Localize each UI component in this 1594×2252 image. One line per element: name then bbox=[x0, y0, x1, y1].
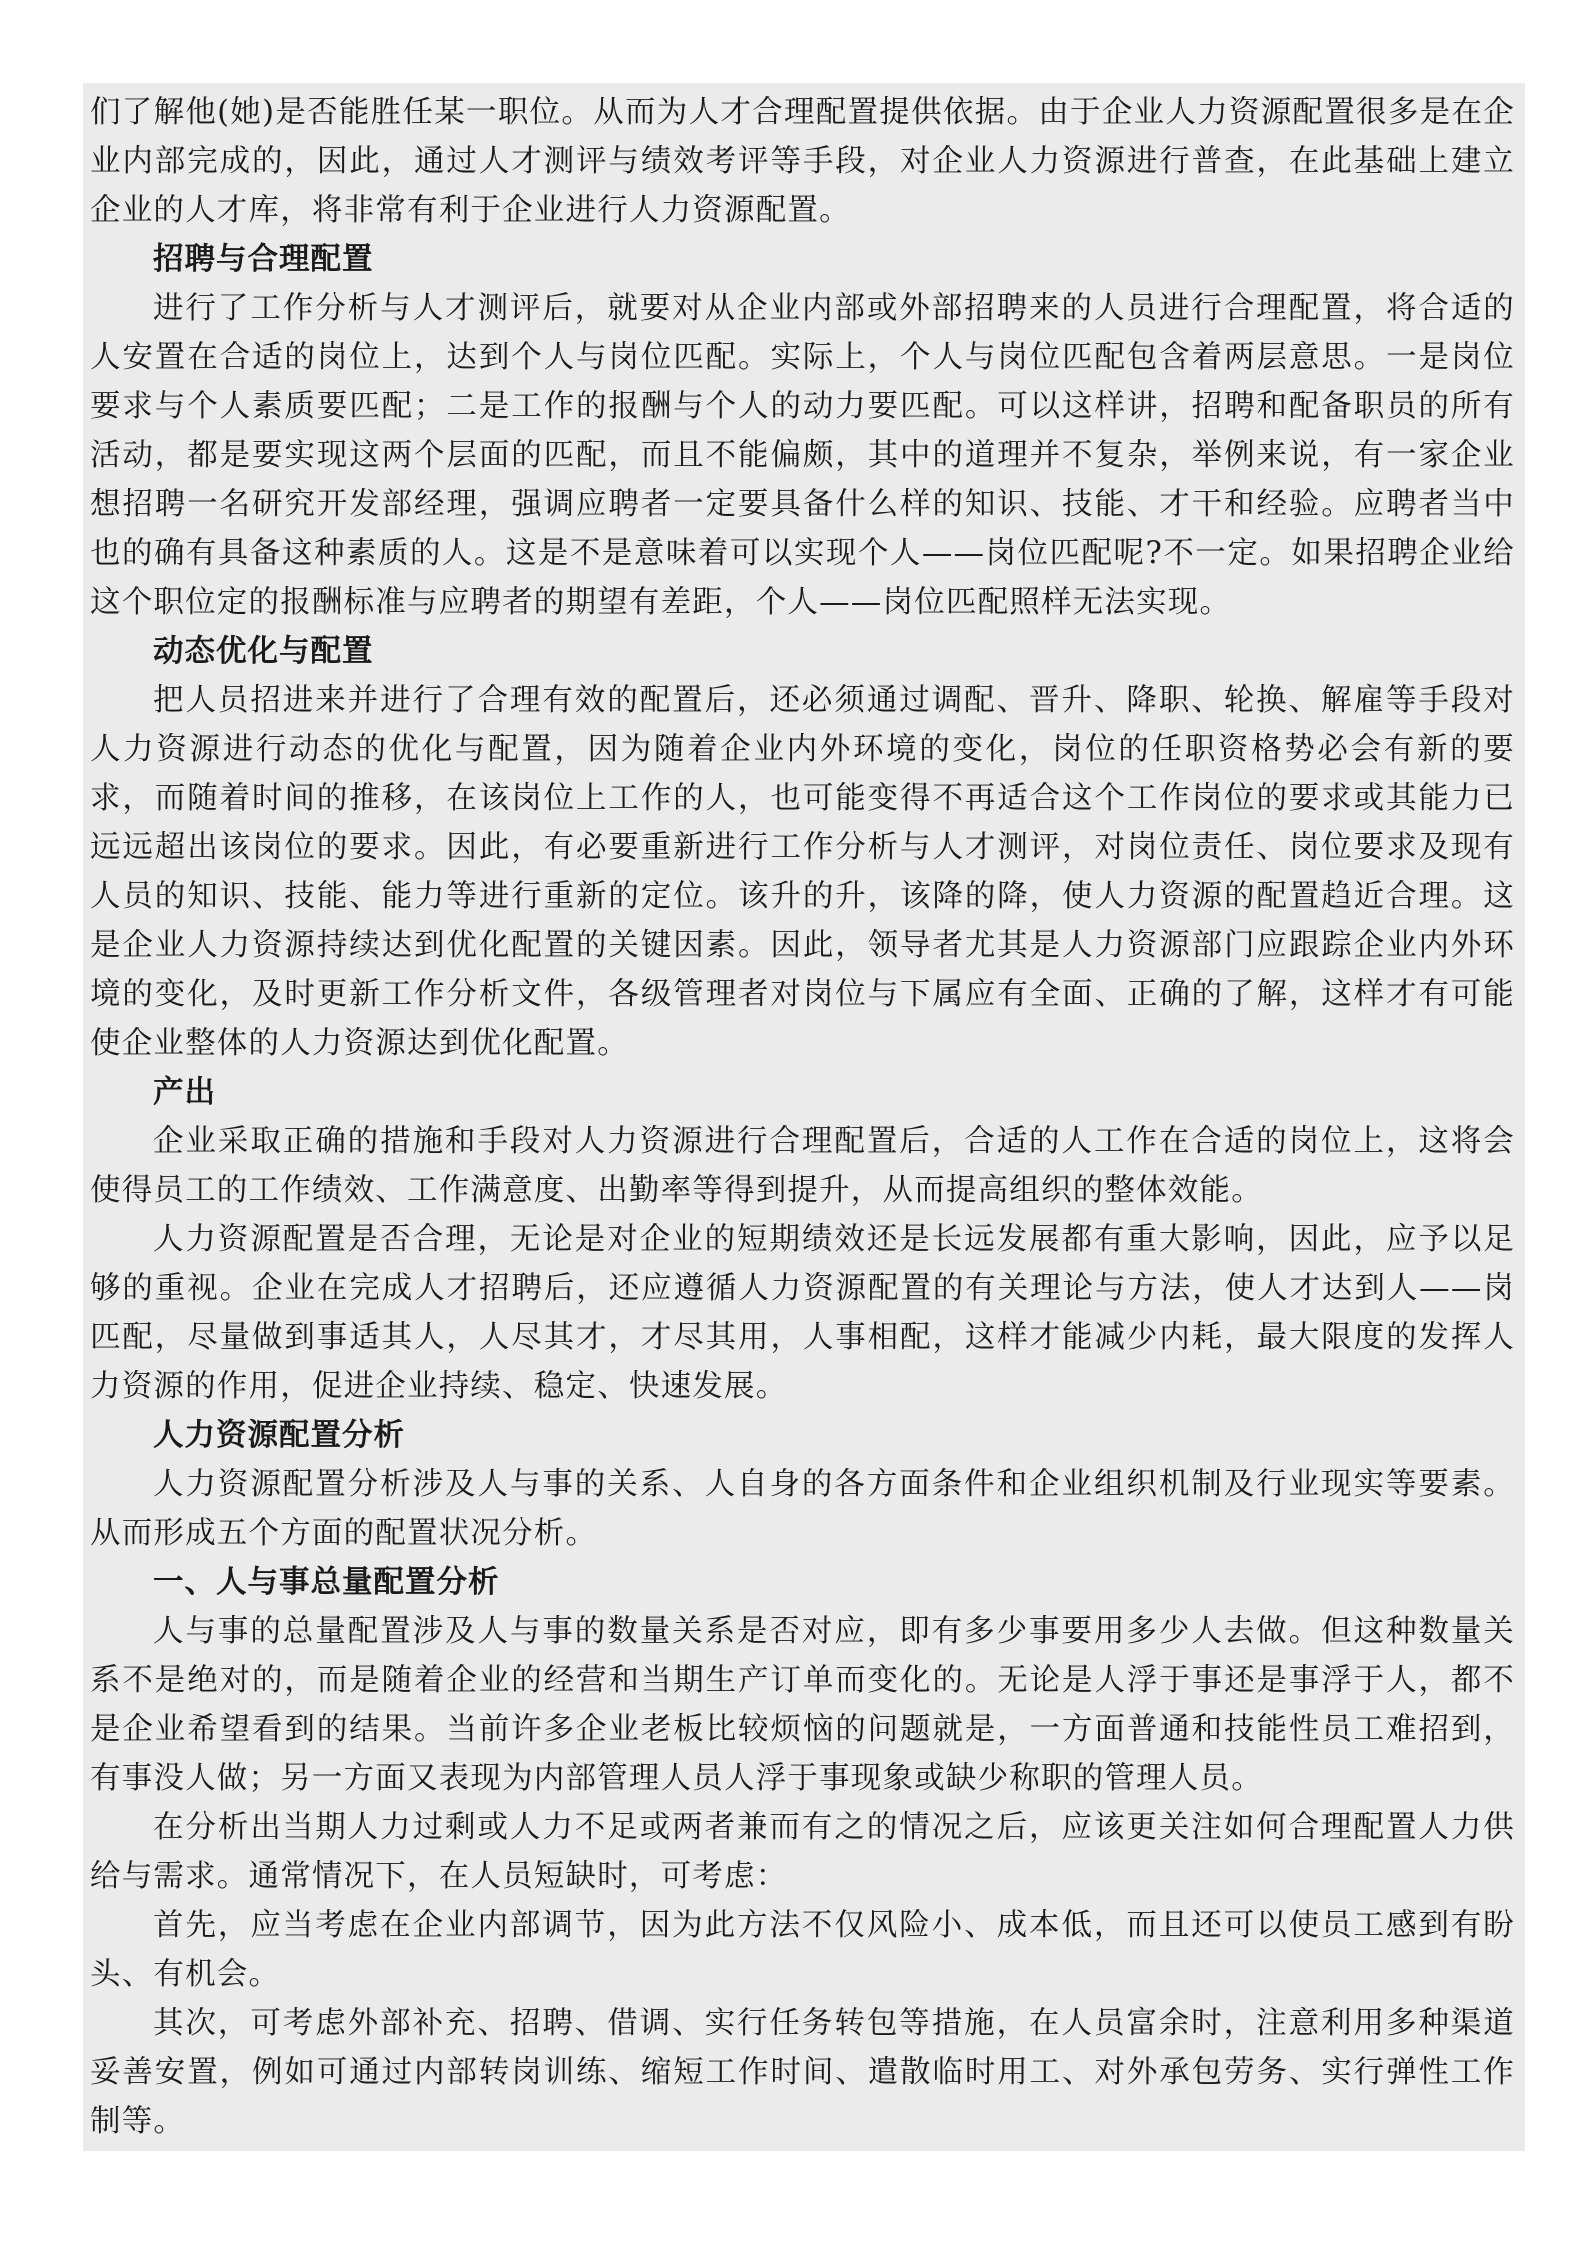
section-heading-dynamic-optimization: 动态优化与配置 bbox=[153, 633, 374, 669]
paragraph-allocation-importance: 人力资源配置是否合理，无论是对企业的短期绩效还是长远发展都有重大影响，因此，应予以足够的重视。企业在完成人才招聘后，还应遵循人力资源配置的有关理论与方法，使人才达到人——岗匹配，尽量做到事适其人，人尽其才，才尽其用，人事相配，这样才能减少内耗，最大限度的发挥人力资源的作用，促进企业持续、稳定、快速发展。 bbox=[90, 1222, 1515, 1404]
paragraph-second-measure: 其次，可考虑外部补充、招聘、借调、实行任务转包等措施，在人员富余时，注意利用多种渠道妥善安置，例如可通过内部转岗训练、缩短工作时间、遣散临时用工、对外承包劳务、实行弹性工作制等。 bbox=[90, 2006, 1515, 2139]
section-heading-total-allocation: 一、人与事总量配置分析 bbox=[153, 1564, 500, 1600]
section-heading-allocation-analysis: 人力资源配置分析 bbox=[153, 1417, 405, 1453]
document-body bbox=[90, 88, 1515, 2146]
section-heading-recruitment: 招聘与合理配置 bbox=[153, 241, 374, 277]
paragraph-dynamic-optimization: 把人员招进来并进行了合理有效的配置后，还必须通过调配、晋升、降职、轮换、解雇等手段对人力资源进行动态的优化与配置，因为随着企业内外环境的变化，岗位的任职资格势必会有新的要求，而随着时间的推移，在该岗位上工作的人，也可能变得不再适合这个工作岗位的要求或其能力已远远超出该岗位的要求。因此，有必要重新进行工作分析与人才测评，对岗位责任、岗位要求及现有人员的知识、技能、能力等进行重新的定位。该升的升，该降的降，使人力资源的配置趋近合理。这是企业人力资源持续达到优化配置的关键因素。因此，领导者尤其是人力资源部门应跟踪企业内外环境的变化，及时更新工作分析文件，各级管理者对岗位与下属应有全面、正确的了解，这样才有可能使企业整体的人力资源达到优化配置。 bbox=[90, 683, 1515, 1061]
paragraph-recruitment: 进行了工作分析与人才测评后，就要对从企业内部或外部招聘来的人员进行合理配置，将合适的人安置在合适的岗位上，达到个人与岗位匹配。实际上，个人与岗位匹配包含着两层意思。一是岗位要求与个人素质要匹配；二是工作的报酬与个人的动力要匹配。可以这样讲，招聘和配备职员的所有活动，都是要实现这两个层面的匹配，而且不能偏颇，其中的道理并不复杂，举例来说，有一家企业想招聘一名研究开发部经理，强调应聘者一定要具备什么样的知识、技能、才干和经验。应聘者当中也的确有具备这种素质的人。这是不是意味着可以实现个人——岗位匹配呢?不一定。如果招聘企业给这个职位定的报酬标准与应聘者的期望有差距，个人——岗位匹配照样无法实现。 bbox=[90, 291, 1515, 620]
paragraph-output: 企业采取正确的措施和手段对人力资源进行合理配置后，合适的人工作在合适的岗位上，这将会使得员工的工作绩效、工作满意度、出勤率等得到提升，从而提高组织的整体效能。 bbox=[90, 1124, 1515, 1208]
paragraph-first-measure: 首先，应当考虑在企业内部调节，因为此方法不仅风险小、成本低，而且还可以使员工感到有盼头、有机会。 bbox=[90, 1908, 1515, 1992]
paragraph-intro-continued: 们了解他(她)是否能胜任某一职位。从而为人才合理配置提供依据。由于企业人力资源配置很多是在企业内部完成的，因此，通过人才测评与绩效考评等手段，对企业人力资源进行普查，在此基础上建立企业的人才库，将非常有利于企业进行人力资源配置。 bbox=[90, 95, 1515, 228]
paragraph-allocation-analysis: 人力资源配置分析涉及人与事的关系、人自身的各方面条件和企业组织机制及行业现实等要素。从而形成五个方面的配置状况分析。 bbox=[90, 1467, 1515, 1551]
section-heading-output: 产出 bbox=[153, 1074, 216, 1110]
paragraph-supply-demand: 在分析出当期人力过剩或人力不足或两者兼而有之的情况之后，应该更关注如何合理配置人力供给与需求。通常情况下，在人员短缺时，可考虑： bbox=[90, 1810, 1515, 1894]
paragraph-total-allocation: 人与事的总量配置涉及人与事的数量关系是否对应，即有多少事要用多少人去做。但这种数量关系不是绝对的，而是随着企业的经营和当期生产订单而变化的。无论是人浮于事还是事浮于人，都不是企业希望看到的结果。当前许多企业老板比较烦恼的问题就是，一方面普通和技能性员工难招到，有事没人做；另一方面又表现为内部管理人员人浮于事现象或缺少称职的管理人员。 bbox=[90, 1614, 1515, 1796]
